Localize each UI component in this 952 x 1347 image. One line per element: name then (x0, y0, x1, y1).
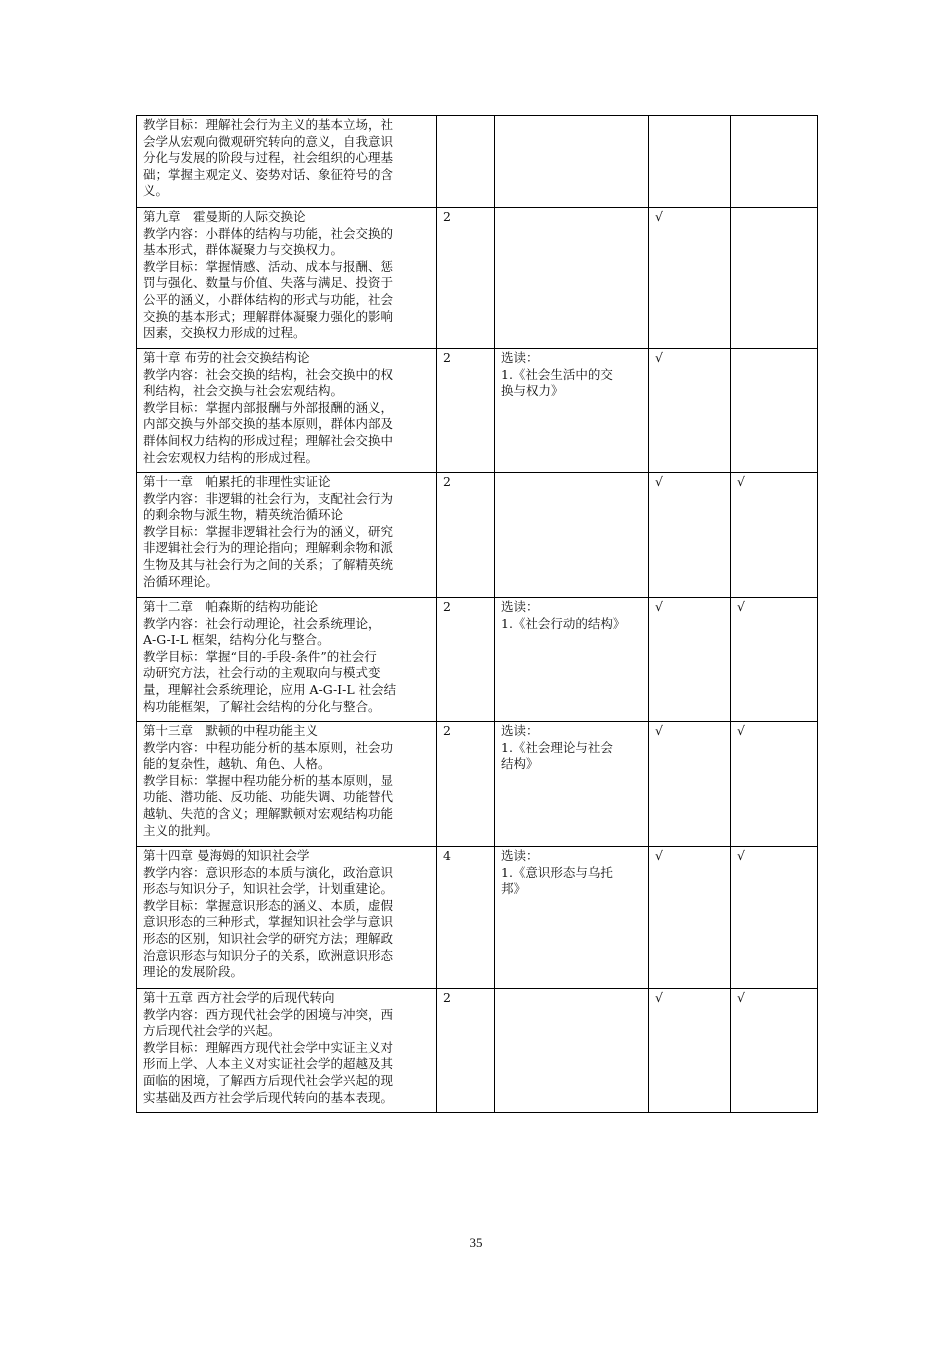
content-line: 教学目标：掌握“目的-手段-条件”的社会行 (143, 648, 377, 664)
content-line: 生物及其与社会行为之间的关系；了解精英统 (143, 556, 394, 572)
content-line: 第十四章 曼海姆的知识社会学 (143, 848, 310, 863)
check-mark-cell-1 (649, 116, 731, 208)
reading-line: 1.《意识形态与乌托 (501, 864, 613, 880)
content-line: 教学内容：社会交换的结构，社会交换中的权 (143, 366, 394, 382)
content-line: 交换的基本形式；理解群体凝聚力强化的影响 (143, 308, 394, 324)
content-line: 方后现代社会学的兴起。 (143, 1023, 281, 1039)
class-hours-cell (437, 116, 495, 208)
content-line: 教学内容：社会行动理论，社会系统理论， (143, 615, 381, 631)
content-line: 教学内容：西方现代社会学的困境与冲突，西 (143, 1006, 394, 1022)
reading-line: 邦》 (501, 881, 527, 897)
check-mark-cell-2 (731, 208, 818, 349)
content-line: 能的复杂性，越轨、角色、人格。 (143, 756, 331, 772)
chapter-content-cell (137, 349, 437, 473)
check-mark-cell-1 (649, 847, 731, 989)
content-line: 形态的区别，知识社会学的研究方法；理解政 (143, 930, 394, 946)
class-hours-value: 2 (443, 350, 451, 365)
syllabus-table-body (137, 116, 818, 1113)
class-hours-cell (437, 847, 495, 989)
chapter-content-cell (137, 598, 437, 722)
class-hours-cell (437, 349, 495, 473)
check-mark-cell-1 (649, 989, 731, 1113)
table-row (137, 349, 818, 473)
reading-list-cell (495, 722, 649, 847)
content-line: 社会宏观权力结构的形成过程。 (143, 449, 319, 465)
table-row (137, 473, 818, 598)
content-line: 基本形式，群体凝聚力与交换权力。 (143, 242, 344, 258)
content-line: 第十一章 帕累托的非理性实证论 (143, 474, 331, 489)
content-line: 础；掌握主观定义、姿势对话、象征符号的含 (143, 166, 394, 182)
check-mark: √ (655, 350, 663, 365)
chapter-content-cell (137, 473, 437, 598)
content-line: 量，理解社会系统理论，应用 A-G-I-L 社会结 (143, 681, 397, 697)
content-line: 教学目标：掌握中程功能分析的基本原则，显 (143, 772, 394, 788)
content-line: 内部交换与外部交换的基本原则，群体内部及 (143, 416, 394, 432)
class-hours-value: 4 (443, 848, 451, 863)
check-mark: √ (655, 474, 663, 489)
content-line: 教学目标：掌握意识形态的涵义、本质，虚假 (143, 897, 394, 913)
content-line: 因素，交换权力形成的过程。 (143, 325, 306, 341)
page-number: 35 (469, 1235, 483, 1250)
class-hours-value: 2 (443, 599, 451, 614)
check-mark-cell-1 (649, 349, 731, 473)
course-syllabus-table (136, 115, 818, 1113)
class-hours-cell (437, 473, 495, 598)
table-row (137, 722, 818, 847)
reading-line: 1.《社会理论与社会 (501, 739, 613, 755)
reading-line: 选读： (501, 848, 539, 863)
reading-line: 选读： (501, 599, 539, 614)
content-line: 的剩余物与派生物，精英统治循环论 (143, 507, 344, 523)
reading-line: 换与权力》 (501, 383, 564, 399)
check-mark-cell-2 (731, 722, 818, 847)
class-hours-cell (437, 598, 495, 722)
class-hours-cell (437, 722, 495, 847)
table-row (137, 989, 818, 1113)
class-hours-value: 2 (443, 723, 451, 738)
reading-list-cell (495, 847, 649, 989)
reading-line: 1.《社会生活中的交 (501, 366, 613, 382)
content-line: 罚与强化、数量与价值、失落与满足、投资于 (143, 275, 394, 291)
content-line: 构功能框架，了解社会结构的分化与整合。 (143, 698, 381, 714)
check-mark: √ (655, 209, 663, 224)
class-hours-cell (437, 989, 495, 1113)
check-mark-cell-1 (649, 208, 731, 349)
reading-list-cell (495, 116, 649, 208)
check-mark: √ (737, 723, 745, 738)
check-mark-cell-2 (731, 349, 818, 473)
check-mark-cell-2 (731, 473, 818, 598)
check-mark: √ (737, 599, 745, 614)
content-line: 教学目标：掌握内部报酬与外部报酬的涵义， (143, 399, 394, 415)
reading-list-cell (495, 349, 649, 473)
chapter-content-cell (137, 722, 437, 847)
content-line: 非逻辑社会行为的理论指向；理解剩余物和派 (143, 540, 394, 556)
class-hours-cell (437, 208, 495, 349)
content-line: 教学目标：理解社会行为主义的基本立场，社 (143, 117, 394, 132)
content-line: 实基础及西方社会学后现代转向的基本表现。 (143, 1089, 394, 1105)
table-row (137, 116, 818, 208)
content-line: 利结构，社会交换与社会宏观结构。 (143, 383, 344, 399)
class-hours-value: 2 (443, 990, 451, 1005)
content-line: 功能、潜功能、反功能、功能失调、功能替代 (143, 789, 394, 805)
content-line: 义。 (143, 183, 169, 199)
content-line: 第十章 布劳的社会交换结构论 (143, 350, 310, 365)
reading-line: 选读： (501, 723, 539, 738)
table-row (137, 208, 818, 349)
check-mark: √ (737, 848, 745, 863)
content-line: 动研究方法，社会行动的主观取向与模式变 (143, 665, 381, 681)
content-line: 面临的困境，了解西方后现代社会学兴起的现 (143, 1072, 394, 1088)
check-mark-cell-2 (731, 598, 818, 722)
reading-list-cell (495, 473, 649, 598)
content-line: 教学内容：意识形态的本质与演化，政治意识 (143, 864, 394, 880)
content-line: 公平的涵义，小群体结构的形式与功能，社会 (143, 291, 394, 307)
reading-list-cell (495, 598, 649, 722)
content-line: 治意识形态与知识分子的关系，欧洲意识形态 (143, 947, 394, 963)
check-mark: √ (655, 723, 663, 738)
content-line: 第十三章 默顿的中程功能主义 (143, 723, 319, 738)
check-mark-cell-2 (731, 847, 818, 989)
check-mark: √ (737, 990, 745, 1005)
check-mark: √ (655, 599, 663, 614)
content-line: A-G-I-L 框架，结构分化与整合。 (143, 632, 330, 648)
table-row (137, 598, 818, 722)
reading-line: 结构》 (501, 756, 539, 772)
content-line: 教学内容：小群体的结构与功能，社会交换的 (143, 225, 394, 241)
content-line: 主义的批判。 (143, 822, 219, 838)
reading-list-cell (495, 208, 649, 349)
content-line: 意识形态的三种形式，掌握知识社会学与意识 (143, 914, 394, 930)
content-line: 教学目标：理解西方现代社会学中实证主义对 (143, 1039, 394, 1055)
content-line: 形态与知识分子，知识社会学，计划重建论。 (143, 881, 394, 897)
check-mark: √ (655, 848, 663, 863)
content-line: 形而上学、人本主义对实证社会学的超越及其 (143, 1056, 394, 1072)
class-hours-value: 2 (443, 209, 451, 224)
content-line: 第九章 霍曼斯的人际交换论 (143, 209, 306, 224)
check-mark: √ (655, 990, 663, 1005)
content-line: 教学内容：中程功能分析的基本原则，社会功 (143, 739, 394, 755)
reading-line: 1.《社会行动的结构》 (501, 615, 626, 631)
check-mark-cell-2 (731, 989, 818, 1113)
check-mark: √ (737, 474, 745, 489)
content-line: 越轨、失范的含义；理解默顿对宏观结构功能 (143, 805, 394, 821)
class-hours-value: 2 (443, 474, 451, 489)
reading-list-cell (495, 989, 649, 1113)
reading-line: 选读： (501, 350, 539, 365)
check-mark-cell-1 (649, 598, 731, 722)
chapter-content-cell (137, 847, 437, 989)
check-mark-cell-2 (731, 116, 818, 208)
content-line: 会学从宏观向微观研究转向的意义，自我意识 (143, 133, 394, 149)
content-line: 第十二章 帕森斯的结构功能论 (143, 599, 319, 614)
content-line: 治循环理论。 (143, 573, 219, 589)
chapter-content-cell (137, 208, 437, 349)
content-line: 群体间权力结构的形成过程；理解社会交换中 (143, 432, 394, 448)
table-row (137, 847, 818, 989)
content-line: 第十五章 西方社会学的后现代转向 (143, 990, 335, 1005)
chapter-content-cell (137, 116, 437, 208)
content-line: 教学内容：非逻辑的社会行为，支配社会行为 (143, 490, 394, 506)
content-line: 教学目标：掌握非逻辑社会行为的涵义，研究 (143, 523, 394, 539)
check-mark-cell-1 (649, 473, 731, 598)
content-line: 分化与发展的阶段与过程，社会组织的心理基 (143, 150, 394, 166)
check-mark-cell-1 (649, 722, 731, 847)
content-line: 理论的发展阶段。 (143, 964, 244, 980)
chapter-content-cell (137, 989, 437, 1113)
content-line: 教学目标：掌握情感、活动、成本与报酬、惩 (143, 258, 394, 274)
